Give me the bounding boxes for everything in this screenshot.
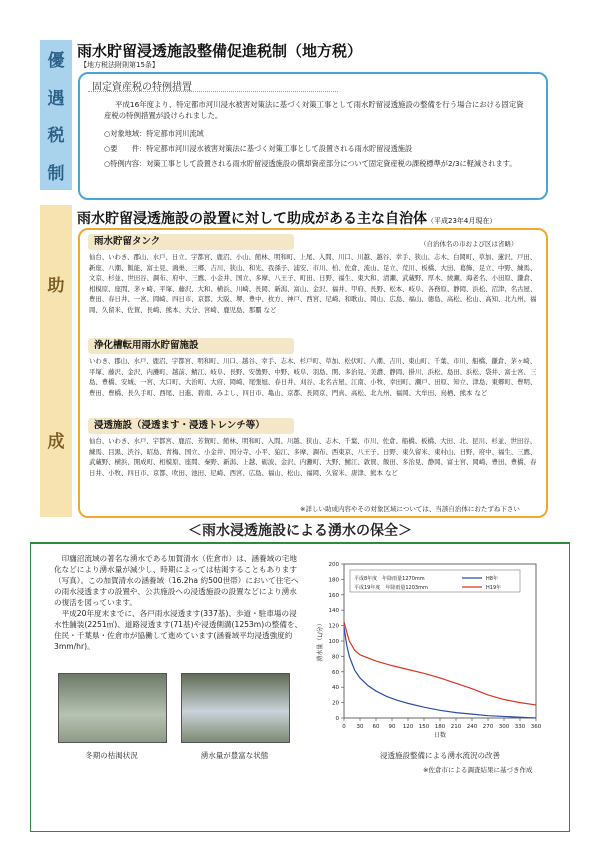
row-label: ○対象地域： bbox=[104, 129, 147, 138]
x-tick-label: 120 bbox=[402, 724, 414, 730]
sidebar-char: 助 bbox=[47, 275, 65, 296]
caption-chart: 浸透施設整備による湧水流況の改善 bbox=[380, 751, 500, 760]
sidebar-char: 優 bbox=[47, 51, 65, 72]
x-tick-label: 360 bbox=[530, 724, 542, 730]
caption-winter: 冬期の枯渇状況 bbox=[85, 751, 138, 760]
y-tick-label: 120 bbox=[328, 623, 339, 630]
x-tick-label: 90 bbox=[388, 724, 396, 730]
sidebar-char: 税 bbox=[47, 126, 65, 147]
x-tick-label: 210 bbox=[450, 724, 462, 730]
x-tick-label: 60 bbox=[372, 724, 380, 730]
section3-body bbox=[54, 553, 304, 652]
section3-para2: 平成20年度末までに、各戸雨水浸透ます(337基)、歩道・駐車場の浸水性舗装(2251㎡)、道路浸透ます(71基)や浸透側溝(1253m)の整備を、住民・千葉県・佐倉市が協働して進めています(涵養域平均浸透強度約3mm/hr)。 bbox=[54, 609, 303, 651]
chart-source: ※佐倉市による調査結果に基づき作成 bbox=[423, 766, 533, 774]
band-infiltration: 浸透施設（浸透ます・浸透トレンチ等） bbox=[88, 418, 294, 434]
y-tick-label: 180 bbox=[328, 577, 339, 584]
subsidy-date: （平成23年4月現在） bbox=[427, 217, 497, 225]
band-septic: 浄化槽転用雨水貯留施設 bbox=[88, 338, 294, 354]
photo-winter-dry bbox=[58, 673, 167, 743]
row-text: 特定都市河川流域 bbox=[146, 129, 204, 138]
y-tick-label: 60 bbox=[332, 669, 339, 676]
section3-para1: 印旛沼流域の著名な湧水である加賀清水（佐倉市）は、涵養域の宅地化などにより湧水量が減少し、時期によっては枯渇することもあります（写真）。この加賀清水の涵養域（16.2ha 約500世帯）において住宅への雨水浸透ますの設置や、公共施設への浸透施設の設置などにより湧水の復活を図っています。 bbox=[54, 554, 299, 607]
spring-flow-chart bbox=[310, 556, 550, 741]
y-tick-label: 20 bbox=[332, 700, 339, 707]
tax-row bbox=[104, 143, 412, 154]
legend-entry: 平成8年度 年降雨量1270mm bbox=[354, 576, 425, 582]
section3-title: ＜雨水浸透施設による湧水の保全＞ bbox=[188, 523, 412, 539]
band-note: （自治体名の市および区は省略） bbox=[420, 240, 518, 248]
tax-paragraph: 平成16年度より、特定都市河川浸水被害対策法に基づく対策工事として雨水貯留浸透施設の整備を行う場合における固定資産税の特例措置が設けられました。 bbox=[104, 100, 524, 120]
tax-box-heading: 固定資産税の特例措置 bbox=[92, 82, 192, 93]
divider bbox=[88, 91, 338, 92]
y-tick-label: 160 bbox=[328, 592, 339, 599]
sidebar-char: 成 bbox=[47, 431, 65, 452]
x-tick-label: 30 bbox=[356, 724, 364, 730]
x-axis-label: 日数 bbox=[433, 732, 447, 739]
towns-infiltration: 仙台、いわき、水戸、宇都宮、鹿沼、芳賀町、館林、明和町、入間、川越、狭山、志木、千葉、市川、佐倉、船橋、板橋、大田、北、昆川、杉並、世田谷、練馬、目黒、渋谷、昭島、青梅、国立、小金井、国分寺、小平、狛江、多摩、調布、西東京、八王子、日野、東久留米、東村山、日野、府中、福生、三鷹、武蔵野、横浜、開成町、相模原、座間、秦野、新潟、上越、砺波、金沢、内灘町、大野、鯖江、敦賀、飯田、多治見、静岡、富士宮、岡崎、豊田、豊橋、春日井、小牧、四日市、京都、吹田、池田、尼崎、西宮、広島、福山、松山、福岡、久留米、唐津、熊本 など bbox=[89, 437, 537, 477]
subsidy-title bbox=[77, 208, 496, 228]
sidebar-subsidy bbox=[40, 205, 72, 517]
page-title: 雨水貯留浸透施設整備促進税制（地方税） bbox=[77, 42, 363, 60]
sidebar-char: 遇 bbox=[47, 88, 65, 109]
row-text: 特定都市河川浸水被害対策法に基づく対策工事として設置される雨水貯留浸透施設 bbox=[146, 144, 413, 153]
law-reference: 【地方税法附則第15条】 bbox=[80, 61, 159, 69]
tax-row bbox=[104, 158, 534, 169]
x-tick-label: 150 bbox=[418, 724, 430, 730]
subsidy-footnote: ※詳しい助成内容やその対象区域については、当該自治体におたずね下さい bbox=[300, 505, 520, 513]
x-tick-label: 300 bbox=[498, 724, 510, 730]
caption-abundant: 湧水量が豊富な状態 bbox=[200, 751, 269, 760]
y-tick-label: 140 bbox=[328, 608, 339, 615]
y-tick-label: 80 bbox=[332, 654, 339, 661]
subsidy-title-text: 雨水貯留浸透施設の設置に対して助成がある主な自治体 bbox=[77, 211, 427, 227]
x-tick-label: 180 bbox=[434, 724, 446, 730]
photo-abundant bbox=[181, 673, 290, 743]
towns-tank: 仙台、いわき、郡山、水戸、日立、宇都宮、鹿沼、小山、館林、明和町、上尾、入間、川口、川越、越谷、幸手、狭山、志木、白岡町、草加、蓮沢、戸田、新座、八潮、飯能、富士見、鴻巣、三郷、吉川、狭山、和光、我孫子、浦安、市川、柏、佐倉、流山、足立、荒川、板橋、大田、葛飾、足立、中野、練馬、文京、杉並、世田谷、調布、府中、三鷹、小金井、国立、多摩、八王子、町田、日野、福生、東大和、清瀬、武蔵野、厚木、綾瀬、海老名、小田原、鎌倉、相模原、座間、茅ヶ崎、平塚、藤沢、大和、横浜、川崎、長岡、新潟、富山、金沢、福井、甲府、長野、松本、岐阜、各務原、静岡、浜松、沼津、名古屋、豊田、春日井、一宮、岡崎、四日市、京都、大阪、堺、豊中、枚方、神戸、西宮、尼崎、和歌山、岡山、広島、福山、徳島、高松、松山、高知、北九州、福岡、久留米、佐賀、長崎、熊本、大分、宮崎、鹿児島、那覇 など bbox=[89, 253, 537, 314]
band-tank: 雨水貯留タンク bbox=[88, 234, 294, 250]
y-tick-label: 100 bbox=[328, 639, 339, 645]
y-tick-label: 0 bbox=[335, 716, 339, 722]
row-label: ○要 件： bbox=[104, 144, 147, 153]
x-tick-label: 240 bbox=[466, 724, 478, 730]
legend-series-label: H8年 bbox=[486, 576, 498, 582]
legend-series-label: H19年 bbox=[486, 585, 502, 591]
y-tick-label: 200 bbox=[328, 562, 339, 568]
x-tick-label: 0 bbox=[342, 724, 346, 730]
x-tick-label: 330 bbox=[514, 724, 526, 730]
legend-entry: 平成19年度 年降雨量1203mm bbox=[354, 585, 428, 591]
tax-row bbox=[104, 128, 204, 139]
x-tick-label: 270 bbox=[482, 724, 494, 730]
y-tick-label: 40 bbox=[332, 685, 339, 692]
row-text: 対策工事として設置される雨水貯留浸透施設の償却資産部分について固定資産税の課税標準が2/3に軽減されます。 bbox=[146, 159, 517, 168]
y-axis-label: 湧水量（L/分） bbox=[317, 620, 324, 662]
sidebar-tax bbox=[40, 40, 72, 190]
sidebar-char: 制 bbox=[47, 163, 65, 184]
towns-septic: いわき、郡山、水戸、鹿沼、宇都宮、明和町、川口、越谷、幸手、志木、杉戸町、草加、松伏町、八潮、吉川、東山町、千葉、市川、船橋、鎌倉、茅ヶ崎、平塚、藤沢、金沢、内灘町、越前、鯖江、岐阜、長野、安曇野、中野、岐阜、羽島、関、多治見、美濃、静岡、掛川、浜松、島田、浜松、袋井、富士宮、三島、豊橋、安城、一宮、大口町、大治町、大府、岡崎、尾張旭、春日井、刈谷、北名古屋、江南、小牧、幸田町、瀬戸、田原、知立、津島、東郷町、豊明、豊田、豊橋、長久手町、西尾、日進、碧南、みよし、四日市、亀山、京都、長岡京、門真、高松、北九州、福岡、大牟田、鳥栖、熊本 など bbox=[89, 357, 537, 397]
row-label: ○特例内容： bbox=[104, 159, 147, 168]
